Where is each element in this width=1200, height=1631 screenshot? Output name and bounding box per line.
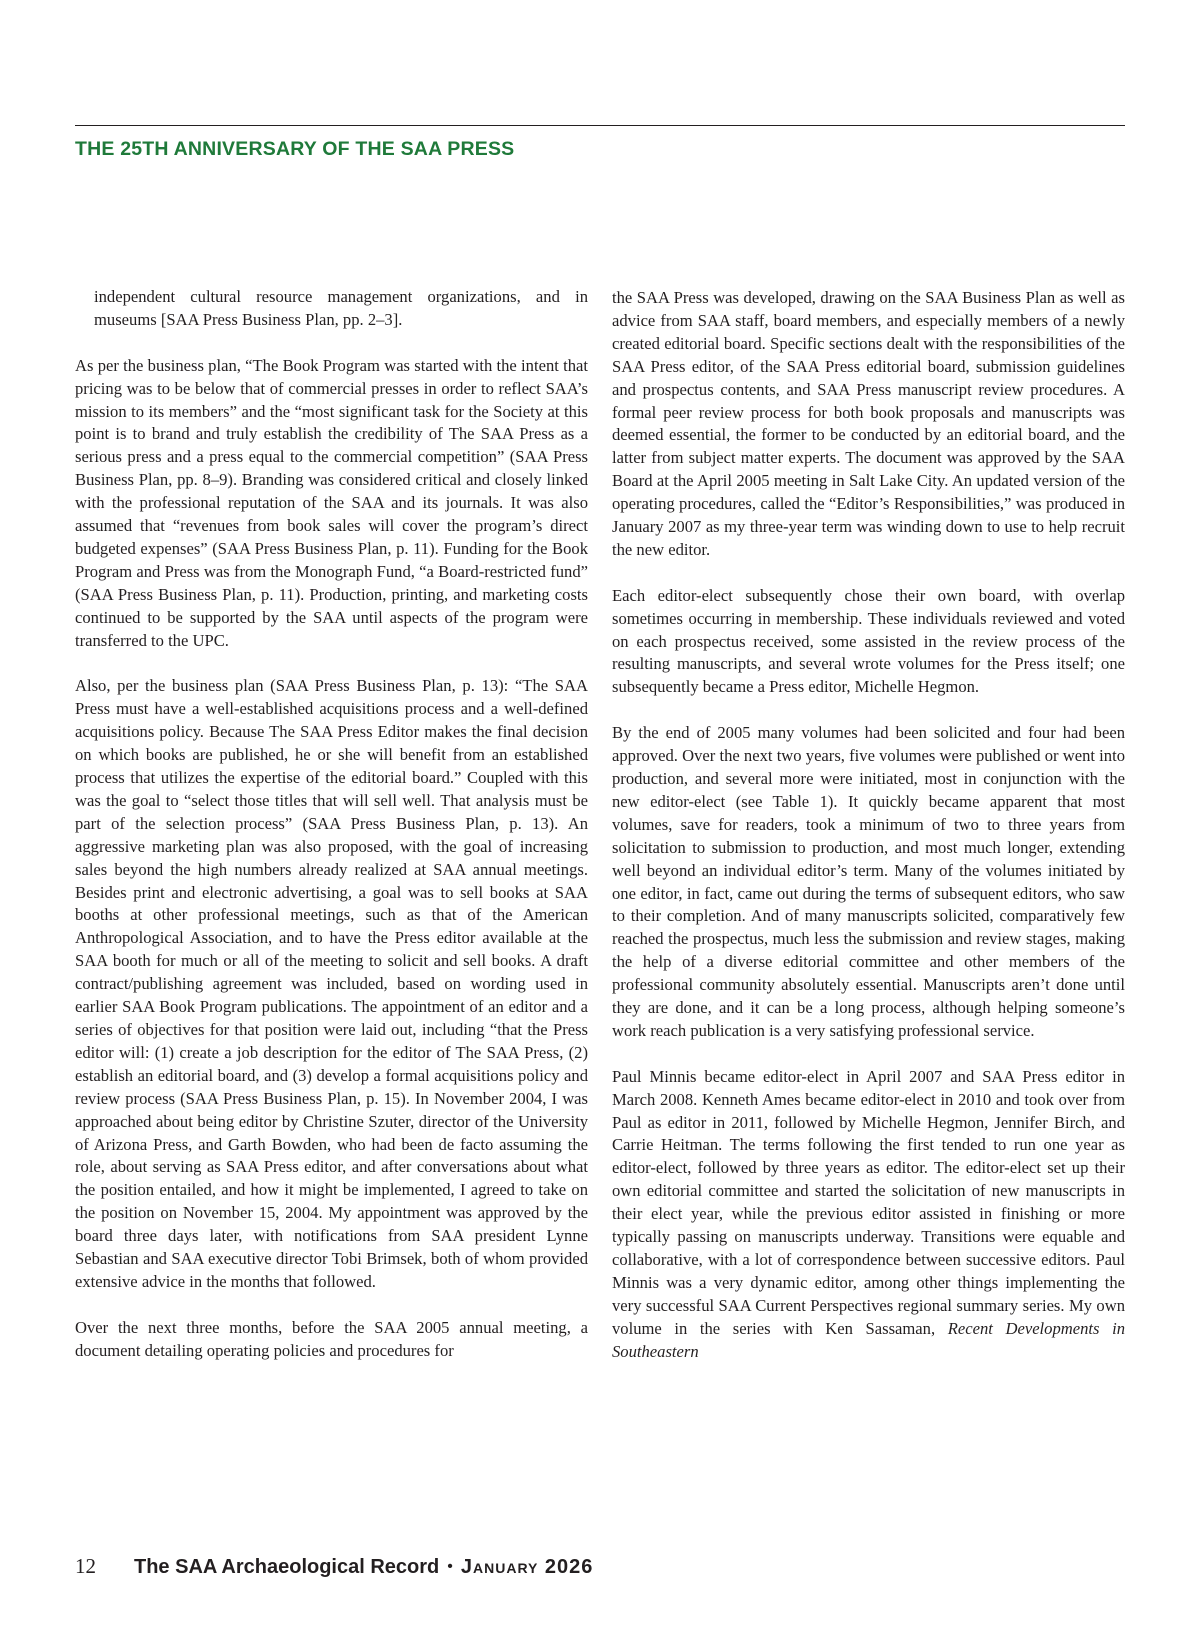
issue-date: January 2026 bbox=[460, 1556, 594, 1578]
book-title: Recent Developments in Southeastern bbox=[612, 1318, 1125, 1361]
magazine-title: The SAA Archaeological Record bbox=[134, 1556, 440, 1578]
right-column bbox=[612, 287, 1125, 1364]
block-quote-tail: independent cultural resource management organizations, and in museums [SAA Press Business Plan, pp. 2–3]. bbox=[94, 287, 588, 329]
header-rule bbox=[75, 125, 1125, 126]
paragraph: Over the next three months, before the SAA 2005 annual meeting, a document detailing operating policies and procedures for bbox=[75, 1317, 588, 1360]
paragraph: Each editor-elect subsequently chose their own board, with overlap sometimes occurring in membership. These individuals reviewed and voted on each prospectus received, some assisted in the review process of the resulting manuscripts, and several wrote volumes for the Press itself; one subsequently became a Press editor, Michelle Hegmon. bbox=[612, 585, 1125, 697]
paragraph: the SAA Press was developed, drawing on the SAA Business Plan as well as advice from SAA staff, board members, and especially members of a newly created editorial board. Specific sections dealt with the responsibilities of the SAA Press editor, of the SAA Press editorial board, submission guidelines and prospectus contents, and SAA Press manuscript review procedures. A formal peer review process for both book proposals and manuscripts was deemed essential, the former to be conducted by an editorial board, and the latter from subject matter experts. The document was approved by the SAA Board at the April 2005 meeting in Salt Lake City. An updated version of the operating procedures, called the “Editor’s Responsibilities,” was produced in January 2007 as my three-year term was winding down to use to help recruit the new editor. bbox=[612, 288, 1125, 559]
paragraph: By the end of 2005 many volumes had been solicited and four had been approved. Over the next two years, five volumes were published or went into production, and several more were initiated, most in conjunction with the new editor-elect (see Table 1). It quickly became apparent that most volumes, save for readers, took a minimum of two to three years from solicitation to submission to production, and most much longer, extending well beyond an individual editor’s term. Many of the volumes initiated by one editor, in fact, came out during the terms of subsequent editors, who saw to their completion. And of many manuscripts solicited, comparatively few reached the prospectus, much less the submission and review stages, making the help of a diverse editorial committee and other members of the professional community absolutely essential. Manuscripts aren’t done until they are done, and it can be a long process, although helping someone’s work reach publication is a very satisfying professional service. bbox=[612, 723, 1125, 1040]
left-column bbox=[75, 287, 588, 1363]
paragraph: As per the business plan, “The Book Program was started with the intent that pricing was to be below that of commercial presses in order to reflect SAA’s mission to its members” and the “most significant task for the Society at this point is to brand and truly establish the credibility of The SAA Press as a serious press and a press equal to the commercial competition” (SAA Press Business Plan, pp. 8–9). Branding was considered critical and closely linked with the professional reputation of the SAA and its journals. It was also assumed that “revenues from book sales will cover the program’s direct budgeted expenses” (SAA Press Business Plan, p. 11). Funding for the Book Program and Press was from the Monograph Fund, “a Board-restricted fund” (SAA Press Business Plan, p. 11). Production, printing, and marketing costs continued to be supported by the SAA until aspects of the program were transferred to the UPC. bbox=[75, 355, 588, 650]
paragraph: Also, per the business plan (SAA Press Business Plan, p. 13): “The SAA Press must have a well-established acquisitions process and a well-defined acquisitions policy. Because The SAA Press Editor makes the final decision on which books are published, he or she will benefit from an established process that utilizes the expertise of the editorial board.” Coupled with this was the goal to “select those titles that will sell well. That analysis must be part of the selection process” (SAA Press Business Plan, p. 13). An aggressive marketing plan was also proposed, with the goal of increasing sales beyond the high numbers already realized at SAA annual meetings. Besides print and electronic advertising, a goal was to sell books at SAA booths at other professional meetings, such as that of the American Anthropological Association, and to have the Press editor available at the SAA booth for much or all of the meeting to solicit and sell books. A draft contract/publishing agreement was included, based on wording used in earlier SAA Book Program publications. The appointment of an editor and a series of objectives for that position were laid out, including “that the Press editor will: (1) create a job description for the editor of The SAA Press, (2) establish an editorial board, and (3) develop a formal acquisitions policy and review process (SAA Press Business Plan, p. 15). In November 2004, I was approached about being editor by Christine Szuter, director of the University of Arizona Press, and Garth Bowden, who had been de facto assuming the role, about serving as SAA Press editor, and after conversations about what the position entailed, and how it might be implemented, I agreed to take on the position on November 15, 2004. My appointment was approved by the board three days later, with notifications from SAA president Lynne Sebastian and SAA executive director Tobi Brimsek, both of whom provided extensive advice in the months that followed. bbox=[75, 676, 588, 1291]
bullet-separator: • bbox=[447, 1558, 453, 1575]
page-footer bbox=[75, 1554, 593, 1579]
paragraph-text: Paul Minnis became editor-elect in April 2007 and SAA Press editor in March 2008. Kenneth Ames became editor-elect in 2010 and took over from Paul as editor in 2011, followed by Michelle Hegmon, Jennifer Birch, and Carrie Heitman. The terms following the first tended to run one year as editor-elect, followed by three years as editor. The editor-elect set up their own editorial committee and started the solicitation of new manuscripts in their elect year, while the previous editor assisted in finishing or more typically passing on manuscripts underway. Transitions were equable and collaborative, with a lot of correspondence between successive editors. Paul Minnis was a very dynamic editor, among other things implementing the very successful SAA Current Perspectives regional summary series. My own volume in the series with Ken Sassaman, bbox=[612, 1066, 1125, 1338]
page-number: 12 bbox=[75, 1554, 96, 1578]
section-title: THE 25TH ANNIVERSARY OF THE SAA PRESS bbox=[75, 138, 515, 160]
paragraph bbox=[612, 1066, 1125, 1364]
